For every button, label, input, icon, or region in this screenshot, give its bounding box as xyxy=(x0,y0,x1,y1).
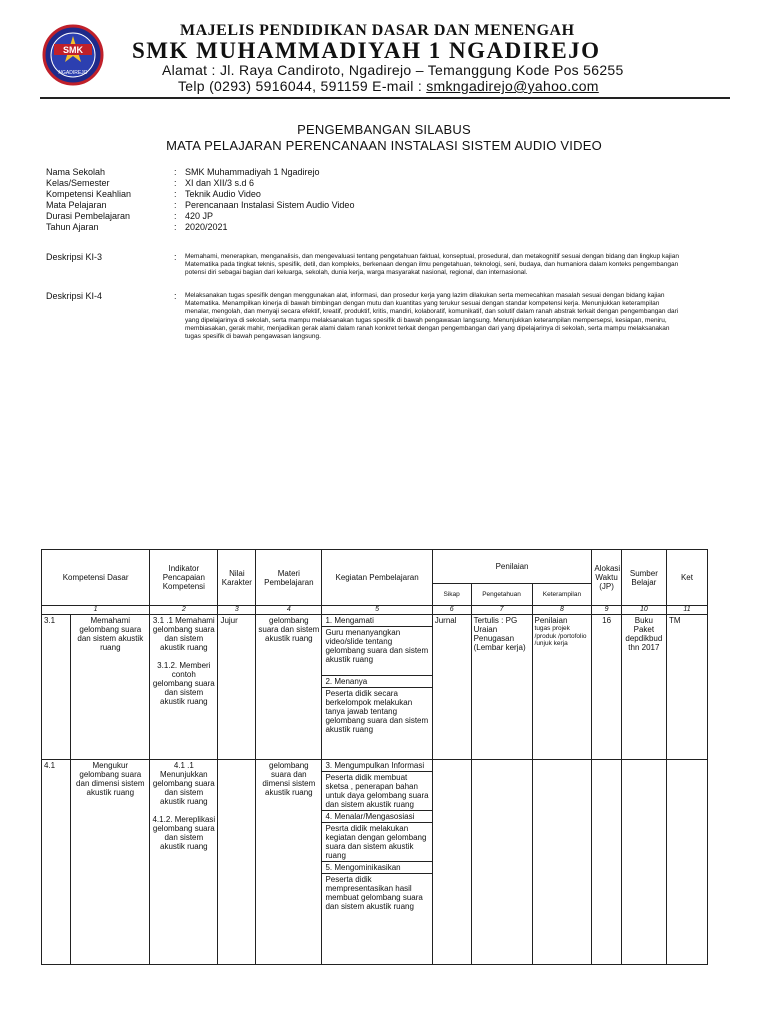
alokasi-waktu: 16 xyxy=(592,615,621,760)
header-ket: Ket xyxy=(666,550,707,606)
info-label: Tahun Ajaran xyxy=(46,222,99,232)
info-label: Nama Sekolah xyxy=(46,167,106,177)
ipk-item: 3.1 .1 Memahami gelombang suara dan sistem akustik ruang xyxy=(152,616,215,652)
document-subtitle: MATA PELAJARAN PERENCANAAN INSTALASI SISTEM AUDIO VIDEO xyxy=(166,138,602,153)
info-value: 420 JP xyxy=(185,211,214,221)
ipk-cell xyxy=(150,760,218,965)
nilai-karakter: Jujur xyxy=(218,615,256,760)
kegiatan-cell xyxy=(322,615,432,760)
info-value: SMK Muhammadiyah 1 Ngadirejo xyxy=(185,167,320,177)
info-value: XI dan XII/3 s.d 6 xyxy=(185,178,255,188)
logo-label: SMK xyxy=(63,45,83,55)
info-value: 2020/2021 xyxy=(185,222,228,232)
colon: : xyxy=(174,291,177,301)
info-row xyxy=(46,178,354,189)
col-number: 7 xyxy=(471,606,532,615)
info-row xyxy=(46,211,354,222)
kegiatan-step-text: Guru menanyangkan video/slide tentang gelombang suara dan sistem akustik ruang xyxy=(322,627,431,676)
column-number-row xyxy=(42,606,708,615)
penilaian-sikap xyxy=(432,760,471,965)
penilaian-sikap: Jurnal xyxy=(432,615,471,760)
syllabus-table xyxy=(41,549,708,965)
header-divider xyxy=(40,97,730,99)
col-number: 6 xyxy=(432,606,471,615)
col-number: 1 xyxy=(42,606,150,615)
info-row xyxy=(46,222,354,233)
header-nilai: Nilai Karakter xyxy=(218,550,256,606)
ipk-item: 4.1.2. Mereplikasi gelombang suara dan sistem akustik ruang xyxy=(152,815,216,851)
email-link[interactable]: smkngadirejo@yahoo.com xyxy=(426,78,599,94)
phone-text: Telp (0293) 5916044, 591159 E-mail : xyxy=(178,78,427,94)
header-alokasi: Alokasi Waktu (JP) xyxy=(592,550,621,606)
deskripsi-ki3-text: Memahami, menerapkan, menganalisis, dan mengevaluasi tentang pengetahuan faktual, konseptual, prosedural, dan metakognitif sesuai dengan bidang dan lingkup kajian Matematika pada tingkat teknis, spesifik, detil, dan kompleks, berkenaan dengan ilmu pengetahuan, teknologi, seni, budaya, dan humaniora dalam konteks pengembangan potensi diri sebagai bagian dari keluarga, sekolah, dunia kerja, warga masyarakat nasional, regional, dan internasional. xyxy=(185,253,679,277)
info-row xyxy=(46,167,354,178)
kegiatan-step-text: Peserta didik mempresentasikan hasil membuat gelombang suara dan sistem akustik ruang xyxy=(325,875,423,911)
colon: : xyxy=(174,252,177,262)
info-label: Kelas/Semester xyxy=(46,178,110,188)
keterangan: TM xyxy=(666,615,707,760)
kegiatan-step-title: 3. Mengumpulkan Informasi xyxy=(322,760,431,772)
header-ipk: Indikator Pencapaian Kompetensi xyxy=(150,550,218,606)
penilaian-keterampilan xyxy=(532,760,592,965)
col-number: 5 xyxy=(322,606,432,615)
kd-number: 4.1 xyxy=(42,760,71,965)
school-name: SMK MUHAMMADIYAH 1 NGADIREJO xyxy=(132,38,601,63)
penilaian-pengetahuan: Tertulis : PG Uraian Penugasan (Lembar kerja) xyxy=(471,615,532,760)
header-line-1: MAJELIS PENDIDIKAN DASAR DAN MENENGAH xyxy=(180,22,575,39)
header-materi: Materi Pembelajaran xyxy=(256,550,322,606)
materi: gelombang suara dan dimensi sistem akustik ruang xyxy=(256,760,322,965)
sumber-belajar: Buku Paket depdikbud thn 2017 xyxy=(621,615,666,760)
header-pengetahuan: Pengetahuan xyxy=(471,584,532,606)
header-keterampilan: Keterampilan xyxy=(532,584,592,606)
alokasi-waktu xyxy=(592,760,621,965)
nilai-karakter xyxy=(218,760,256,965)
deskripsi-ki3-label: Deskripsi KI-3 xyxy=(46,252,103,262)
logo-text-overlay xyxy=(42,24,104,86)
info-label: Mata Pelajaran xyxy=(46,200,107,210)
ipk-cell xyxy=(150,615,218,760)
col-number: 8 xyxy=(532,606,592,615)
col-number: 2 xyxy=(150,606,218,615)
kegiatan-step-title: 1. Mengamati xyxy=(322,615,431,627)
col-number: 11 xyxy=(666,606,707,615)
materi: gelombang suara dan sistem akustik ruang xyxy=(256,615,322,760)
kegiatan-step-text: Peserta didik secara berkelompok melakukan tanya jawab tentang gelombang suara dan sistem akustik ruang xyxy=(325,689,429,734)
colon: : xyxy=(174,167,177,177)
info-label: Durasi Pembelajaran xyxy=(46,211,131,221)
school-address: Alamat : Jl. Raya Candiroto, Ngadirejo – Temanggung Kode Pos 56255 xyxy=(162,62,624,78)
col-number: 3 xyxy=(218,606,256,615)
kegiatan-step-text: Pesrta didik melakukan kegiatan dengan gelombang suara dan sistem akustik ruang xyxy=(322,823,431,862)
sumber-belajar xyxy=(621,760,666,965)
kd-text: Memahami gelombang suara dan sistem akustik ruang xyxy=(71,615,150,760)
keterampilan-text: tugas projek /produk /portofolio /unjuk kerja xyxy=(534,625,587,647)
info-row xyxy=(46,189,354,200)
deskripsi-ki4-text: Melaksanakan tugas spesifik dengan menggunakan alat, informasi, dan prosedur kerja yang lazim dilakukan serta memecahkan masalah sesuai dengan bidang kajian Matematika. Menampilkan kinerja di bawah bimbingan dengan mutu dan kuantitas yang terukur sesuai dengan standar kompetensi kerja. Menunjukkan keterampilan menalar, mengolah, dan menyaji secara efektif, kreatif, produktif, kritis, mandiri, kolaboratif, komunikatif, dan solutif dalam ranah abstrak terkait dengan pengembangan dari yang dipelajarinya di sekolah, serta mampu melaksanakan tugas spesifik di bawah pengawasan langsung. Menunjukkan keterampilan mempersepsi, kesiapan, meniru, membiasakan, gerak mahir, menjadikan gerak alami dalam ranah konkret terkait dengan pengembangan dari yang dipelajarinya di sekolah, serta mampu melaksanakan tugas spesifik di bawah pengawasan langsung. xyxy=(185,292,679,341)
kegiatan-step-title: 2. Menanya xyxy=(322,676,431,688)
info-label: Kompetensi Keahlian xyxy=(46,189,132,199)
header-kegiatan: Kegiatan Pembelajaran xyxy=(322,550,432,606)
colon: : xyxy=(174,222,177,232)
deskripsi-ki4-label: Deskripsi KI-4 xyxy=(46,291,103,301)
letterhead xyxy=(40,18,730,96)
kegiatan-step-title: 5. Mengominikasikan xyxy=(322,862,431,874)
info-value: Teknik Audio Video xyxy=(185,189,261,199)
header-penilaian: Penilaian xyxy=(432,550,592,584)
deskripsi-ki4 xyxy=(46,292,685,341)
info-row xyxy=(46,200,354,211)
table-row xyxy=(42,760,708,965)
keterampilan-title: Penilaian xyxy=(534,616,568,625)
document-title: PENGEMBANGAN SILABUS xyxy=(297,122,471,137)
colon: : xyxy=(174,178,177,188)
col-number: 10 xyxy=(621,606,666,615)
keterangan xyxy=(666,760,707,965)
header-sumber: Sumber Belajar xyxy=(621,550,666,606)
penilaian-keterampilan xyxy=(532,615,592,760)
kd-text: Mengukur gelombang suara dan dimensi sistem akustik ruang xyxy=(71,760,150,965)
logo-sublabel: NGADIREJO xyxy=(58,70,88,76)
school-contact xyxy=(178,78,768,94)
header-sikap: Sikap xyxy=(432,584,471,606)
header-kd: Kompetensi Dasar xyxy=(42,550,150,606)
header-row xyxy=(42,550,708,584)
colon: : xyxy=(174,211,177,221)
col-number: 9 xyxy=(592,606,621,615)
kegiatan-step-text: Peserta didik membuat sketsa , penerapan bahan untuk daya gelombang suara dan sistem akustik ruang xyxy=(322,772,431,811)
kd-number: 3.1 xyxy=(42,615,71,760)
ipk-item: 3.1.2. Memberi contoh gelombang suara dan sistem akustik ruang xyxy=(152,661,215,706)
kegiatan-cell xyxy=(322,760,432,965)
colon: : xyxy=(174,189,177,199)
info-value: Perencanaan Instalasi Sistem Audio Video xyxy=(185,200,355,210)
penilaian-pengetahuan xyxy=(471,760,532,965)
colon: : xyxy=(174,200,177,210)
kegiatan-step-title: 4. Menalar/Mengasosiasi xyxy=(322,811,431,823)
deskripsi-ki3 xyxy=(46,253,685,278)
identity-block xyxy=(46,167,354,233)
ipk-item: 4.1 .1 Menunjukkan gelombang suara dan sistem akustik ruang xyxy=(152,761,215,806)
table-row xyxy=(42,615,708,760)
col-number: 4 xyxy=(256,606,322,615)
